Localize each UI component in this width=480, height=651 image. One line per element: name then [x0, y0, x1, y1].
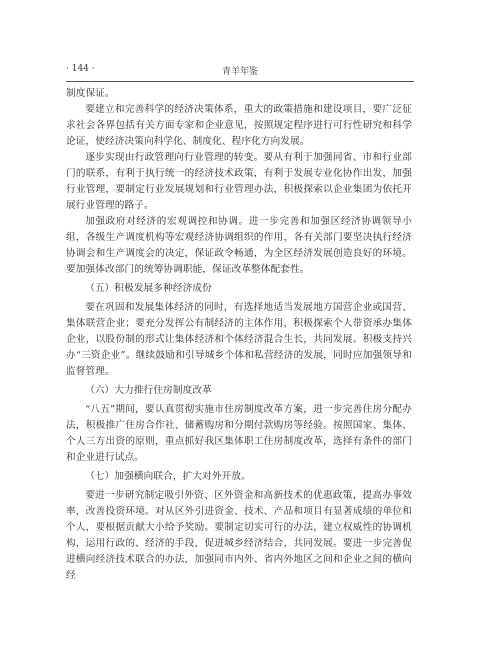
- paragraph-continuation: 制度保证。: [66, 88, 115, 99]
- paragraph-industry-management: 逐步实现由行政管理向行业管理的转变。要从有利于加强同省、市和行业部门的联系，有利于执行统一的经济技术政策，有利于发展专业化协作出发，加强行业管理，要制定行业发展规划和行业管理办法，积极探索以企业集团为依托开展行业管理的路子。: [66, 152, 412, 211]
- paragraph-opening-up: 要进一步研究制定吸引外资、区外资金和高新技术的优惠政策，提高办事效率，改善投资环境。对从区外引进资金、技术、产品和项目有显著成绩的单位和个人，要根据贡献大小给予奖励。要制定切实可行的办法，建立权威性的协调机构，运用行政的、经济的手段，促进城乡经济结合，共同发展。要进一步完善促进横向经济技术联合的办法，加强同市内外、省内外地区之间和企业之间的横向经: [66, 490, 412, 581]
- paragraph-macro-control: 加强政府对经济的宏观调控和协调。进一步完善和加强区经济协调领导小组，各级生产调度机构等宏观经济协调组织的作用，各有关部门要坚决执行经济协调会和生产调度会的决定，保证政令畅通，为全区经济发展创造良好的环境。要加强体改部门的统筹协调职能，保证改革整体配套性。: [66, 216, 412, 275]
- section-heading-5: （五）积极发展多种经济成份: [85, 283, 212, 294]
- paragraph-decision-system: 要建立和完善科学的经济决策体系，重大的政策措施和建设项目，要广泛征求社会各界包括有关方面专家和企业意见，按照规定程序进行可行性研究和科学论证，使经济决策向科学化、制度化、程序化方向发展。: [66, 104, 412, 147]
- header-rule: [66, 81, 414, 82]
- section-heading-7: （七）加强横向联合，扩大对外开放。: [85, 471, 251, 482]
- paragraph-housing-reform: “八五”期间，要认真贯彻实施市住房制度改革方案，进一步完善住房分配办法，积极推广住房合作社、储蓄购房和分期付款购房等经验。按照国家、集体、个人三方出资的原则，重点抓好我区集体职工住房制度改革，选择有条件的部门和企业进行试点。: [66, 404, 412, 463]
- section-heading-6: （六）大力推行住房制度改革: [85, 385, 212, 396]
- running-header: [66, 60, 414, 80]
- book-title: 青羊年鉴: [221, 67, 258, 77]
- page-body: [66, 86, 412, 584]
- page-number: · 144 ·: [66, 64, 95, 74]
- paragraph-economic-sectors: 要在巩固和发展集体经济的同时，有选择地适当发展地方国营企业或国营、集体联营企业；要充分发挥公有制经济的主体作用，积极探索个人带资承办集体企业，以股份制的形式让集体经济和个体经济混合生长，共同发展。积极支持兴办“三资企业”。继续鼓励和引导城乡个体和私营经济的发展，同时应加强领导和监督管理。: [66, 302, 412, 377]
